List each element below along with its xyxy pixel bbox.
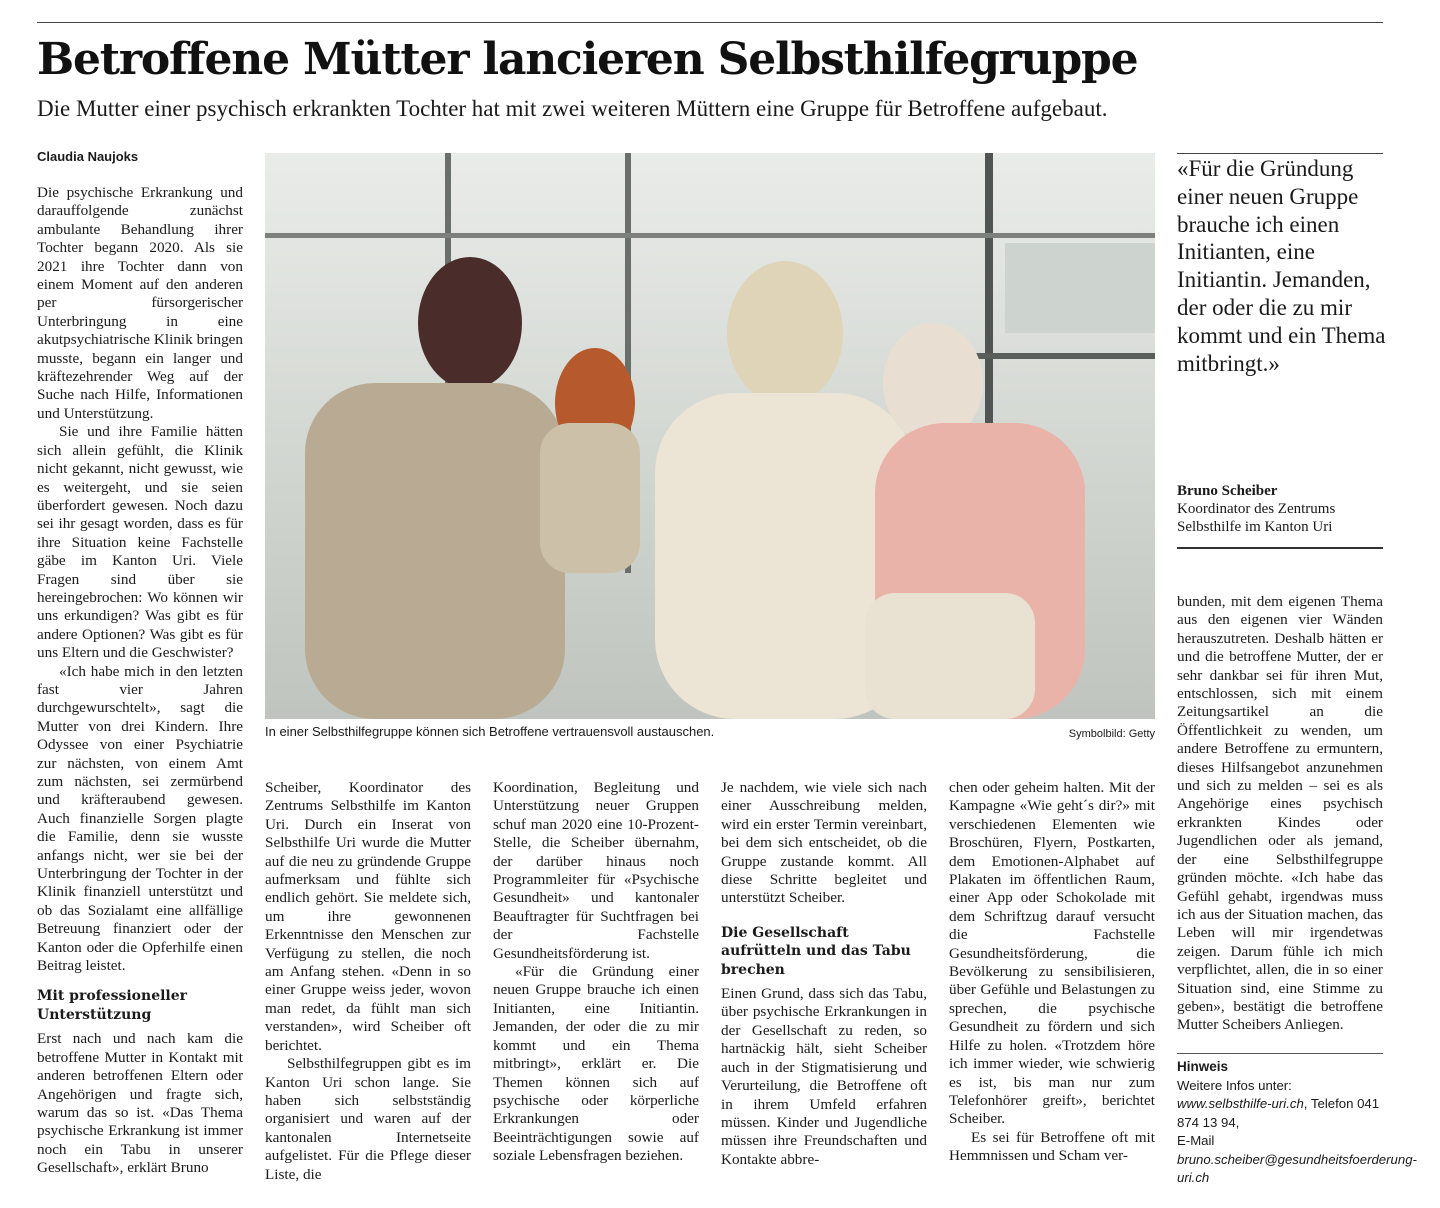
paragraph: Scheiber, Koordinator des Zentrums Selbsthilfe im Kanton Uri. Durch ein Inserat von Selbsthilfe Uri wurde die Mutter auf die neu zu gründende Gruppe aufmerksam und fühlte sich endlich gehört. Sie meldete sich, um ihre gewonnenen Erkenntnisse den Menschen zur Verfügung zu stellen, die noch am Anfang stehen. «Denn in so einer Gruppe weiss jeder, wovon man redet, da fühlt man sich verstanden», wird Scheiber oft berichtet. <box>265 779 471 1054</box>
quote-rule-top <box>1177 153 1383 154</box>
column-5 <box>949 779 1155 1166</box>
paragraph: Erst nach und nach kam die betroffene Mutter in Kontakt mit anderen betroffenen Eltern oder Angehörigen und fragte sich, warum das so ist. «Das Thema psychische Erkrankung ist immer noch ein Tabu in unserer Gesellschaft», erklärt Bruno <box>37 1030 243 1177</box>
paragraph: Die psychische Erkrankung und darauffolgende zunächst ambulante Behandlung ihrer Tochter begann 2020. Als sie 2021 ihre Tochter dann von einem Moment auf den anderen per fürsorgerischer Unterbringung in eine akutpsychiatrische Klinik bringen musste, begann ein langer und kräftezehrender Weg auf der Suche nach Hilfe, Informationen und Unterstützung. <box>37 184 243 422</box>
hinweis-title: Hinweis <box>1177 1059 1229 1074</box>
column-1 <box>37 184 243 1177</box>
paragraph: Sie und ihre Familie hätten sich allein gefühlt, die Klinik nicht gekannt, nicht gewusst, wie es weitergeht, und sie seien überfordert gewesen. Noch dazu sei ihr gesagt worden, dass es für ihre Situation keine Fachstelle gäbe im Kanton Uri. Viele Fragen sind über sie hereingebrochen: Wo können wir uns erkundigen? Was gibt es für andere Optionen? Was gibt es für uns Eltern und die Geschwister? <box>37 423 243 662</box>
pull-quote: «Für die Gründung einer neuen Gruppe brauche ich einen Initianten, eine Initiantin. Jemanden, der oder die zu mir kommt und ein Thema mitbringt.» <box>1177 156 1386 376</box>
top-rule <box>37 22 1383 23</box>
hinweis-intro: Weitere Infos unter: <box>1177 1078 1292 1093</box>
caption-text: In einer Selbsthilfegruppe können sich Betroffene vertrauensvoll austauschen. <box>265 724 715 739</box>
subheading: Die Gesellschaft aufrütteln und das Tabu brechen <box>721 924 911 978</box>
hinweis-text <box>1177 1077 1417 1187</box>
paragraph: bunden, mit dem eigenen Thema aus den eigenen vier Wänden herauszutreten. Deshalb hätten er und die betroffene Mutter, der er sehr dankbar sei für ihren Mut, entschlossen, sich mit einem Zeitungsartikel an die Öffentlichkeit zu wenden, um andere Betroffene zu ermuntern, dieses Hilfsangebot anzunehmen und sich zu melden – sei es als Angehörige eines psychisch erkrankten Kindes oder Jugendlichen oder als jemand, der eine Selbsthilfegruppe gründen möchte. «Ich habe das Gefühl gehabt, irgendwas muss ich aus der Situation machen, das Leben will mir irgendetwas zeigen. Darum fühle ich mich verpflichtet, allen, die in so einer Situation sind, eine Stimme zu geben», bestätigt die betroffene Mutter Scheibers Anliegen. <box>1177 593 1383 1034</box>
hinweis-phone: , Telefon 041 874 13 94, <box>1177 1096 1380 1130</box>
author-byline: Claudia Naujoks <box>37 149 139 164</box>
email-label: E-Mail <box>1177 1133 1215 1149</box>
subheading: Mit professioneller Unterstützung <box>37 988 188 1023</box>
column-3 <box>493 779 699 1166</box>
paragraph: Einen Grund, dass sich das Tabu, über psychische Erkrankungen in der Gesellschaft zu reden, so hartnäckig hält, sieht Scheiber auch in der Stigmatisierung und Verurteilung, die Betroffene oft in ihrem Umfeld erfahren müssen. Kinder und Jugendliche müssen ihre Freundschaften und Kontakte abbre- <box>721 985 927 1168</box>
paragraph: Selbsthilfegruppen gibt es im Kanton Uri schon lange. Sie haben sich selbstständig organisiert und waren auf der kantonalen Internetseite aufgelistet. Für die Pflege dieser Liste, die <box>265 1055 471 1183</box>
paragraph: Je nachdem, wie viele sich nach einer Ausschreibung melden, wird ein erster Termin vereinbart, bei dem sich entscheidet, ob die Gruppe zustande kommt. All diese Schritte begleitet und unterstützt Scheiber. <box>721 779 927 907</box>
paragraph: «Ich habe mich in den letzten fast vier Jahren durchgewurschtelt», sagt die Mutter von drei Kindern. Ihre Odyssee von einer Psychiatrie zur nächsten, von einem Amt zum nächsten, sei zermürbend und kräfteraubend gewesen. Auch finanzielle Sorgen plagte die Familie, denn sie wusste anfangs nicht, wer sie bei der Unterbringung der Tochter in der Klinik finanziell unterstützt und ob das Sozialamt eine allfällige Betreuung finanziert oder der Kanton oder die Opferhilfe einen Beitrag leistet. <box>37 662 243 975</box>
quote-author-name: Bruno Scheiber <box>1177 483 1278 499</box>
photo-caption <box>265 723 1155 743</box>
headline: Betroffene Mütter lancieren Selbsthilfegruppe <box>37 34 1138 85</box>
lead-text: Die Mutter einer psychisch erkrankten Tochter hat mit zwei weiteren Müttern eine Gruppe für Betroffene aufgebaut. <box>37 96 1108 121</box>
column-4 <box>721 779 927 1169</box>
article-photo <box>265 153 1155 719</box>
email-link[interactable]: bruno.scheiber@gesundheitsfoerderung-uri.ch <box>1177 1151 1417 1186</box>
column-6 <box>1177 593 1383 1035</box>
quote-rule-bottom <box>1177 547 1383 549</box>
paragraph: Es sei für Betroffene oft mit Hemmnissen und Scham ver- <box>949 1128 1155 1165</box>
hinweis-rule <box>1177 1053 1383 1054</box>
quote-author-role: Koordinator des Zentrums Selbsthilfe im Kanton Uri <box>1177 501 1336 536</box>
photo-credit: Symbolbild: Getty <box>1068 728 1155 740</box>
paragraph: Koordination, Begleitung und Unterstützung neuer Gruppen schuf man 2020 eine 10-Prozent-Stelle, die Scheiber übernahm, der darüber hinaus noch Programmleiter für «Psychische Gesundheit» und kantonaler Beauftragter für Suchtfragen bei der Fachstelle Gesundheitsförderung ist. <box>493 779 699 962</box>
paragraph: «Für die Gründung einer neuen Gruppe brauche ich einen Initianten, eine Initiantin. Jemanden, der oder die zu mir kommt und ein Thema mitbringt», erklärt er. Die Themen können sich auf psychische oder körperliche Erkrankungen oder Beeinträchtigungen sowie auf soziale Lebensfragen beziehen. <box>493 963 699 1165</box>
website-link[interactable]: www.selbsthilfe-uri.ch <box>1177 1096 1304 1112</box>
photo-illustration <box>265 153 1155 719</box>
paragraph: chen oder geheim halten. Mit der Kampagne «Wie geht´s dir?» mit verschiedenen Elementen wie Broschüren, Flyern, Postkarten, dem Emotionen-Alphabet auf Plakaten im öffentlichen Raum, einer App oder Schokolade mit dem Schriftzug darauf versucht die Fachstelle Gesundheitsförderung, die Bevölkerung zu sensibilisieren, über Gefühle und Belastungen zu sprechen, die psychische Gesundheit zu fördern und sich Hilfe zu holen. «Trotzdem höre ich immer wieder, wie schwierig es ist, bis man nur zum Telefonhörer greift», berichtet Scheiber. <box>949 779 1155 1128</box>
column-2 <box>265 779 471 1184</box>
